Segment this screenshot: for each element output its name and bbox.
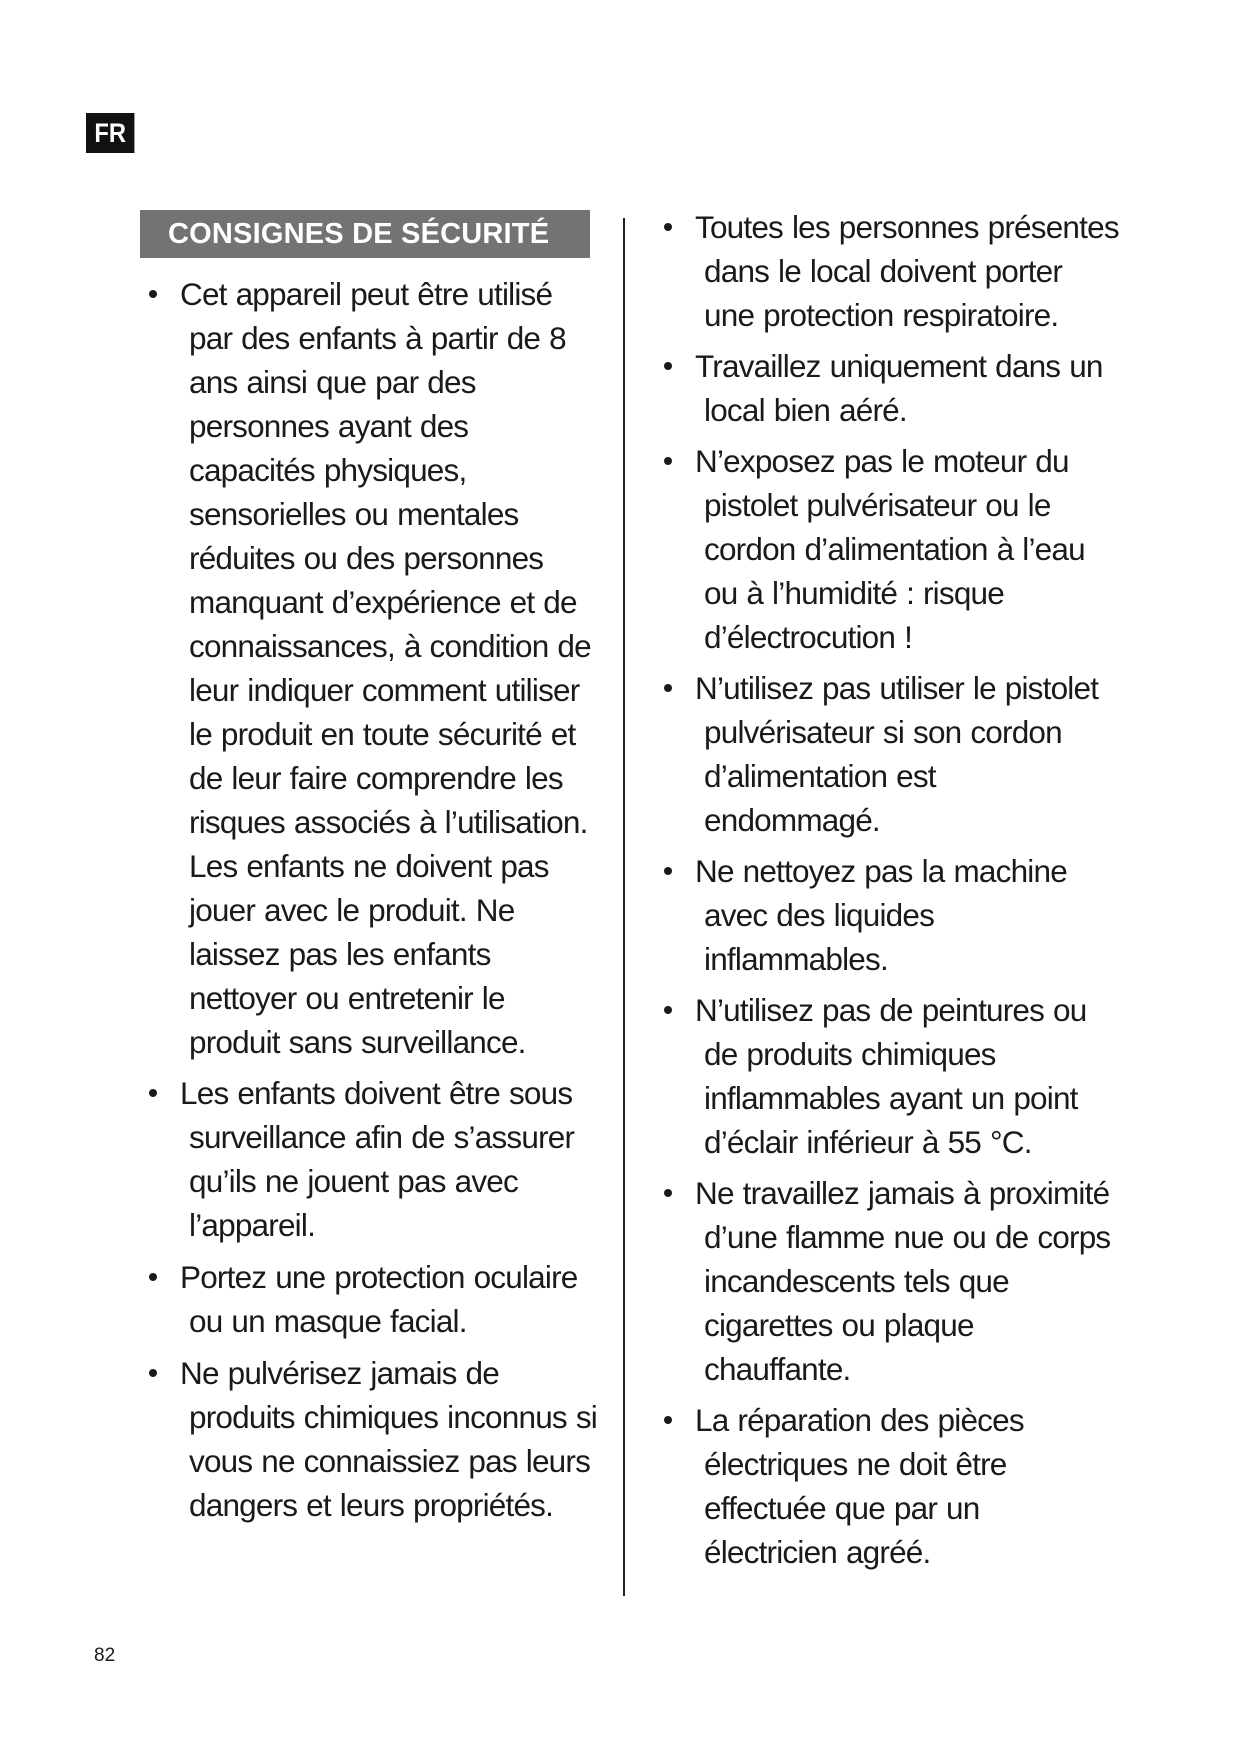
- list-item: [655, 439, 1120, 659]
- list-item-text: Ne nettoyez pas la machine avec des liquides inflammables.: [695, 853, 1067, 977]
- bullet-icon: [664, 1006, 672, 1014]
- bullet-icon: [664, 867, 672, 875]
- list-item-text: Les enfants doivent être sous surveillance afin de s’assurer qu’ils ne jouent pas avec l’appareil.: [180, 1075, 575, 1243]
- list-item-text: N’exposez pas le moteur du pistolet pulvérisateur ou le cordon d’alimentation à l’eau ou à l’humidité : risque d’électrocution !: [695, 443, 1085, 655]
- list-item: [655, 666, 1120, 842]
- bullet-icon: [149, 290, 157, 298]
- list-item: [140, 1255, 600, 1343]
- list-item-text: Ne travaillez jamais à proximité d’une flamme nue ou de corps incandescents tels que cigarettes ou plaque chauffante.: [695, 1175, 1111, 1387]
- page-number: 82: [94, 1645, 116, 1666]
- list-item: [655, 988, 1120, 1164]
- bullet-icon: [149, 1089, 157, 1097]
- section-title: CONSIGNES DE SÉCURITÉ: [140, 210, 590, 258]
- language-badge: FR: [86, 113, 134, 153]
- list-item: [140, 272, 600, 1064]
- list-item-text: Toutes les personnes présentes dans le local doivent porter une protection respiratoire.: [695, 209, 1119, 333]
- column-divider: [623, 218, 625, 1596]
- list-item-text: Ne pulvérisez jamais de produits chimiques inconnus si vous ne connaissiez pas leurs dangers et leurs propriétés.: [180, 1355, 597, 1523]
- bullet-icon: [664, 684, 672, 692]
- bullet-icon: [149, 1369, 157, 1377]
- bullet-icon: [149, 1273, 157, 1281]
- safety-list-left: [140, 272, 600, 1527]
- bullet-icon: [664, 1416, 672, 1424]
- bullet-icon: [664, 362, 672, 370]
- list-item: [655, 344, 1120, 432]
- list-item-text: La réparation des pièces électriques ne doit être effectuée que par un électricien agréé.: [695, 1402, 1024, 1570]
- bullet-icon: [664, 457, 672, 465]
- list-item: [655, 1398, 1120, 1574]
- bullet-icon: [664, 223, 672, 231]
- list-item: [140, 1071, 600, 1247]
- list-item: [655, 849, 1120, 981]
- left-column: [140, 210, 600, 1534]
- list-item-text: Portez une protection oculaire ou un masque facial.: [180, 1259, 578, 1339]
- bullet-icon: [664, 1189, 672, 1197]
- list-item-text: Travaillez uniquement dans un local bien aéré.: [695, 348, 1103, 428]
- list-item-text: Cet appareil peut être utilisé par des enfants à partir de 8 ans ainsi que par des personnes ayant des capacités physiques, sensorielles ou mentales réduites ou des personnes manquant d’expérience et de connaissances, à condition de leur indiquer comment utiliser le produit en toute sécurité et de leur faire comprendre les risques associés à l’utilisation. Les enfants ne doivent pas jouer avec le produit. Ne laissez pas les enfants nettoyer ou entretenir le produit sans surveillance.: [180, 276, 591, 1060]
- list-item-text: N’utilisez pas de peintures ou de produits chimiques inflammables ayant un point d’éclair inférieur à 55 °C.: [695, 992, 1087, 1160]
- list-item: [655, 205, 1120, 337]
- list-item: [655, 1171, 1120, 1391]
- safety-list-right: [655, 205, 1120, 1574]
- list-item: [140, 1351, 600, 1527]
- right-column: [655, 205, 1120, 1581]
- list-item-text: N’utilisez pas utiliser le pistolet pulvérisateur si son cordon d’alimentation est endommagé.: [695, 670, 1099, 838]
